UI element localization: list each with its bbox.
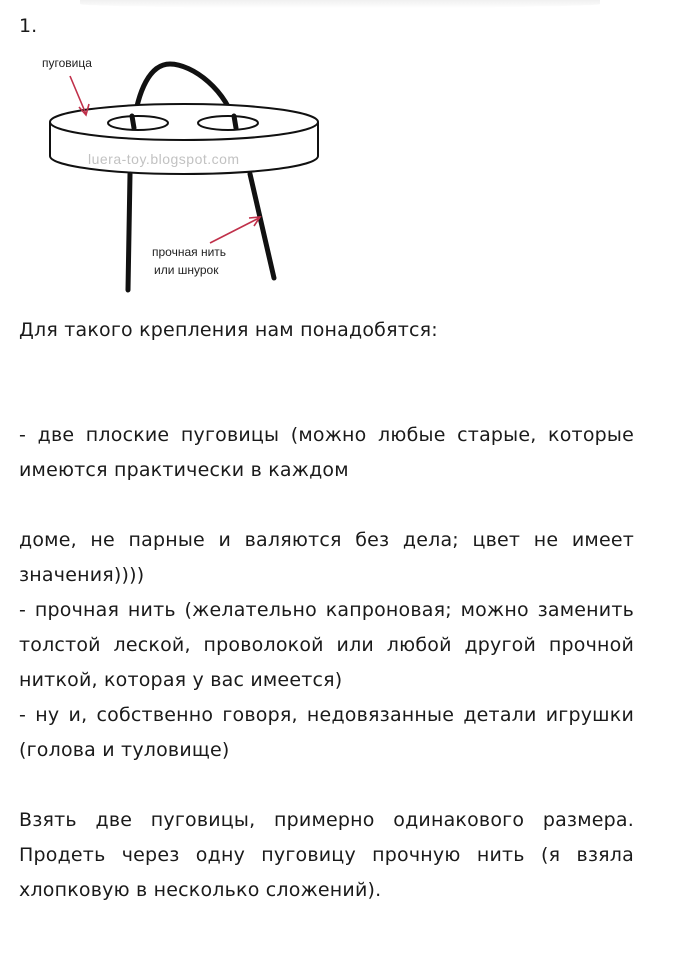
label-button: пуговица xyxy=(42,56,92,70)
label-thread-line2: или шнурок xyxy=(154,263,219,277)
instruction-text: Взять две пуговицы, примерно одинакового размера. Продеть через одну пуговицу прочную нить (я взяла хлопковую в несколько сложений). xyxy=(19,809,634,901)
thread-end-left xyxy=(128,174,130,290)
list-item-buttons-part2: доме, не парные и валяются без дела; цвет не имеет значения)))) xyxy=(19,529,634,586)
list-item-buttons-part1: - две плоские пуговицы (можно любые старые, которые имеются практически в каждом xyxy=(19,424,634,481)
watermark: luera-toy.blogspot.com xyxy=(88,151,240,167)
button-thread-diagram xyxy=(40,50,340,300)
intro-text: Для такого крепления нам понадобятся: xyxy=(19,319,438,341)
list-item-thread: - прочная нить (желательно капроновая; можно заменить толстой леской, проволокой или любой другой прочной ниткой, которая у вас имеется) xyxy=(19,599,634,691)
top-shadow xyxy=(80,0,600,8)
step-number: 1. xyxy=(19,15,38,37)
list-item-toy-parts: - ну и, собственно говоря, недовязанные детали игрушки (голова и туловище) xyxy=(19,704,634,761)
arrow-thread xyxy=(210,217,260,243)
button-hole-left xyxy=(108,116,168,130)
label-thread-line1: прочная нить xyxy=(152,245,227,259)
diagram-svg xyxy=(40,50,340,300)
button-hole-right xyxy=(198,116,258,130)
thread-end-right xyxy=(250,174,274,278)
